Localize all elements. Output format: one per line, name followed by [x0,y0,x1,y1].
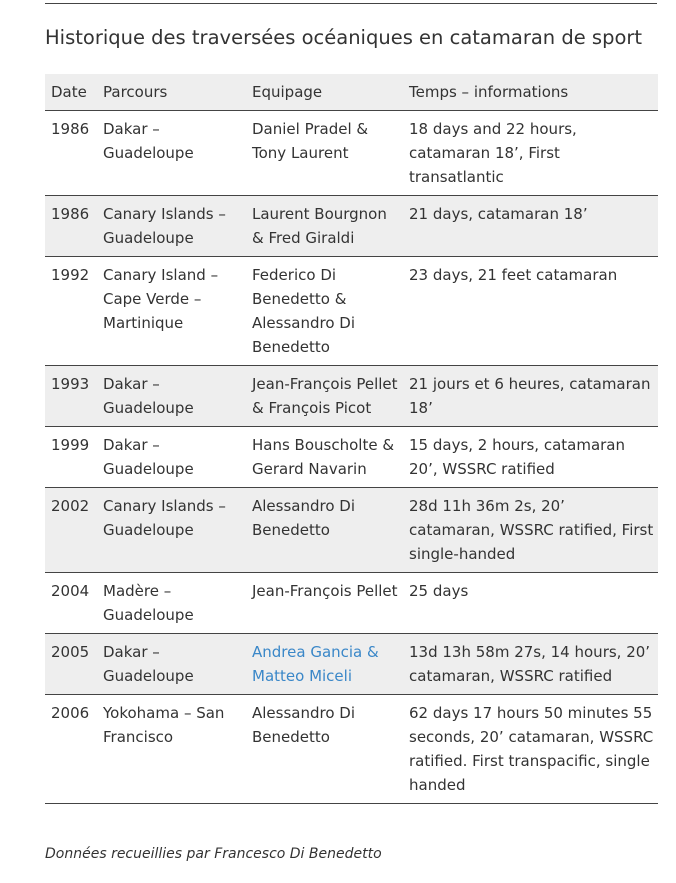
cell-time-info: 21 days, catamaran 18’ [403,196,658,257]
table-row [45,366,658,427]
cell-date: 1999 [45,427,97,488]
cell-date: 1986 [45,196,97,257]
table-row [45,196,658,257]
table-title: Historique des traversées océaniques en catamaran de sport [45,26,643,49]
cell-time-info: 28d 11h 36m 2s, 20’ catamaran, WSSRC ratified, First single-handed [403,488,658,573]
table-row [45,111,658,196]
cell-route: Canary Islands – Guadeloupe [97,488,246,573]
cell-date: 2004 [45,573,97,634]
cell-date: 1993 [45,366,97,427]
table-row [45,695,658,804]
cell-date: 1992 [45,257,97,366]
table-caption: Données recueillies par Francesco Di Benedetto [45,846,382,862]
table-row [45,488,658,573]
cell-time-info: 13d 13h 58m 27s, 14 hours, 20’ catamaran, WSSRC ratified [403,634,658,695]
table-header-row [45,74,658,111]
header-time-info: Temps – informations [403,74,658,111]
cell-route: Dakar – Guadeloupe [97,427,246,488]
crossings-table [45,74,658,804]
cell-crew: Jean-François Pellet [246,573,403,634]
cell-time-info: 15 days, 2 hours, catamaran 20’, WSSRC ratified [403,427,658,488]
cell-crew [246,634,403,695]
header-date: Date [45,74,97,111]
header-crew: Equipage [246,74,403,111]
cell-route: Canary Island – Cape Verde – Martinique [97,257,246,366]
cell-route: Canary Islands – Guadeloupe [97,196,246,257]
crew-link[interactable]: Andrea Gancia & Matteo Miceli [252,643,379,685]
header-route: Parcours [97,74,246,111]
table-row [45,257,658,366]
table-row [45,634,658,695]
cell-date: 2006 [45,695,97,804]
cell-crew: Alessandro Di Benedetto [246,695,403,804]
cell-route: Yokohama – San Francisco [97,695,246,804]
cell-crew: Laurent Bourgnon & Fred Giraldi [246,196,403,257]
cell-crew: Jean-François Pellet & François Picot [246,366,403,427]
table-row [45,573,658,634]
cell-time-info: 23 days, 21 feet catamaran [403,257,658,366]
cell-crew: Daniel Pradel & Tony Laurent [246,111,403,196]
cell-crew: Alessandro Di Benedetto [246,488,403,573]
cell-date: 2005 [45,634,97,695]
cell-date: 2002 [45,488,97,573]
cell-time-info: 62 days 17 hours 50 minutes 55 seconds, 20’ catamaran, WSSRC ratified. First transpacific, single handed [403,695,658,804]
cell-crew: Hans Bouscholte & Gerard Navarin [246,427,403,488]
cell-time-info: 21 jours et 6 heures, catamaran 18’ [403,366,658,427]
cell-time-info: 18 days and 22 hours, catamaran 18’, First transatlantic [403,111,658,196]
table-row [45,427,658,488]
cell-route: Dakar – Guadeloupe [97,366,246,427]
cell-route: Dakar – Guadeloupe [97,111,246,196]
cell-date: 1986 [45,111,97,196]
cell-time-info: 25 days [403,573,658,634]
cell-route: Dakar – Guadeloupe [97,634,246,695]
cell-crew: Federico Di Benedetto & Alessandro Di Benedetto [246,257,403,366]
cell-route: Madère – Guadeloupe [97,573,246,634]
top-divider [45,3,657,4]
